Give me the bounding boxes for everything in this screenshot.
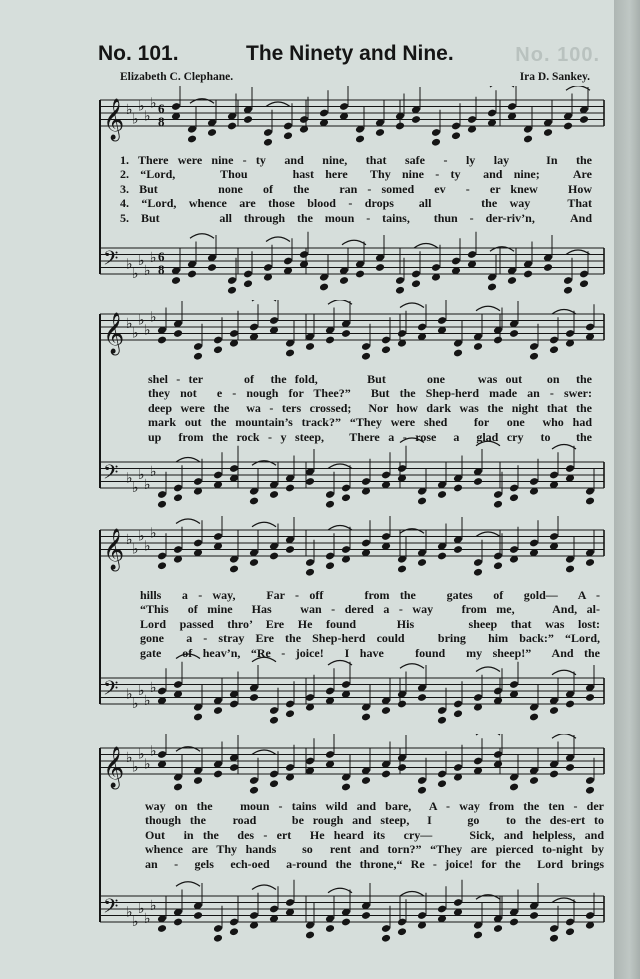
note-head	[509, 329, 519, 338]
flat-sign-icon: ♭	[132, 914, 139, 930]
flat-sign-icon: ♭	[150, 525, 157, 542]
flat-sign-icon: ♭	[126, 315, 133, 332]
lyric-line: shel - ter of the fold, But one was out on the	[148, 372, 592, 386]
slur	[252, 885, 276, 890]
flat-sign-icon: ♭	[144, 756, 151, 773]
lyric-line: though the road be rough and steep, I go to the des-ert to	[145, 813, 604, 828]
flat-sign-icon: ♭	[150, 309, 157, 326]
note-head	[341, 329, 351, 338]
flat-sign-icon: ♭	[126, 256, 133, 273]
lyrics-block-3	[140, 588, 600, 660]
note-head	[325, 500, 335, 509]
note-head	[543, 128, 553, 137]
lyric-line: 2. “Lord, Thou hast here Thy nine - ty and nine; Are	[120, 167, 592, 182]
slur	[252, 300, 276, 301]
flat-sign-icon: ♭	[138, 253, 145, 269]
note-head	[397, 763, 407, 772]
note-head	[493, 561, 503, 570]
note-head	[243, 279, 253, 288]
slur	[476, 306, 500, 311]
slur	[252, 461, 276, 466]
flat-sign-icon: ♭	[126, 101, 133, 118]
slur	[476, 667, 500, 672]
flat-sign-icon: ♭	[150, 743, 157, 760]
flat-sign-icon: ♭	[132, 541, 139, 558]
flat-sign-icon: ♭	[126, 749, 133, 766]
hymn-title: The Ninety and Nine.	[246, 42, 454, 65]
flat-sign-icon: ♭	[144, 692, 151, 709]
slur	[552, 734, 576, 738]
flat-sign-icon: ♭	[132, 266, 139, 282]
slur	[266, 237, 290, 242]
note-head	[193, 352, 203, 361]
lyric-line: mark out the mountain’s track?” “They were shed for one who had	[148, 415, 592, 430]
slur	[176, 457, 200, 462]
note-head	[565, 700, 575, 709]
note-head	[493, 924, 503, 933]
note-head	[453, 484, 463, 493]
note-head	[585, 497, 595, 506]
note-head	[361, 713, 371, 722]
bass-clef-icon: 𝄢	[103, 894, 119, 923]
note-head	[437, 552, 447, 561]
note-head	[397, 565, 407, 574]
note-head	[473, 931, 483, 940]
flat-sign-icon: ♭	[126, 904, 133, 921]
lyric-line: an - gels ech-oed a-round the throne,“ Re - joice! for the Lord brings	[145, 856, 604, 871]
slur	[476, 895, 500, 900]
flat-sign-icon: ♭	[144, 538, 151, 555]
note-head	[285, 484, 295, 493]
note-head	[341, 493, 351, 502]
slur	[266, 102, 290, 107]
slur	[328, 464, 352, 469]
note-head	[193, 776, 203, 785]
note-head	[549, 345, 559, 354]
note-head	[361, 911, 371, 920]
note-head	[227, 122, 237, 131]
note-head	[171, 276, 181, 285]
music-system-4	[0, 734, 614, 946]
slur	[328, 660, 352, 665]
lyric-line: 4. “Lord, whence are those blood - drops all the way That	[120, 196, 592, 211]
music-system-2	[0, 300, 614, 512]
slur	[476, 532, 500, 537]
music-system-3	[0, 516, 614, 728]
flat-sign-icon: ♭	[138, 312, 145, 329]
note-head	[269, 552, 279, 561]
note-head	[473, 342, 483, 351]
page-edge	[614, 0, 640, 979]
flat-sign-icon: ♭	[150, 679, 157, 696]
slur	[176, 519, 200, 524]
note-head	[563, 122, 573, 131]
note-head	[341, 783, 351, 792]
bass-clef-icon: 𝄢	[103, 676, 119, 705]
note-head	[249, 786, 259, 795]
note-head	[565, 565, 575, 574]
note-head	[529, 776, 539, 785]
lyrics-block-1	[120, 153, 592, 225]
note-head	[187, 270, 197, 279]
slur	[400, 891, 424, 896]
bleed-through-number: No. 100.	[515, 44, 600, 66]
hymn-composer: Ira D. Sankey.	[519, 71, 590, 83]
note-head	[453, 349, 463, 358]
flat-sign-icon: ♭	[126, 531, 133, 548]
note-head	[173, 329, 183, 338]
flat-sign-icon: ♭	[132, 325, 139, 342]
note-head	[305, 342, 315, 351]
note-head	[213, 706, 223, 715]
note-head	[269, 779, 279, 788]
slur	[328, 888, 352, 893]
time-signature-bottom: 8	[158, 262, 165, 277]
slur	[252, 750, 276, 755]
note-head	[243, 115, 253, 124]
flat-sign-icon: ♭	[150, 249, 157, 266]
slur	[552, 444, 576, 449]
note-head	[207, 263, 217, 272]
flat-sign-icon: ♭	[126, 686, 133, 703]
note-head	[579, 115, 589, 124]
note-head	[213, 934, 223, 943]
note-head	[565, 927, 575, 936]
slur	[490, 247, 514, 252]
note-head	[417, 693, 427, 702]
slur	[190, 99, 214, 104]
lyric-line: whence are Thy hands so rent and torn?” “They are pierced to-night by	[145, 842, 604, 857]
note-head	[355, 270, 365, 279]
slur	[400, 529, 424, 534]
note-head	[341, 918, 351, 927]
note-head	[473, 568, 483, 577]
note-head	[157, 500, 167, 509]
note-head	[529, 352, 539, 361]
slur	[476, 734, 500, 735]
note-head	[173, 918, 183, 927]
flat-sign-icon: ♭	[138, 683, 145, 699]
lyric-line: gate of heav’n, “Re - joice! I have found my sheep!” And the	[140, 645, 600, 660]
flat-sign-icon: ♭	[144, 108, 151, 125]
note-head	[381, 934, 391, 943]
treble-clef-icon: 𝄞	[103, 747, 125, 788]
flat-sign-icon: ♭	[138, 98, 145, 115]
slur	[400, 664, 424, 669]
flat-sign-icon: ♭	[132, 480, 139, 496]
note-head	[187, 135, 197, 144]
note-head	[325, 924, 335, 933]
note-head	[227, 286, 237, 295]
lyric-line: up from the rock - y steep, There a - rose a glad cry to the	[148, 429, 592, 444]
slur	[552, 898, 576, 903]
lyric-line: “This of mine Has wan - dered a - way from me, And, al-	[140, 602, 600, 617]
slur	[566, 86, 590, 90]
note-head	[487, 283, 497, 292]
note-head	[193, 911, 203, 920]
lyric-line: gone a - stray Ere the Shep-herd could bring him back:” “Lord,	[140, 631, 600, 646]
note-head	[249, 558, 259, 567]
note-head	[549, 706, 559, 715]
note-head	[285, 545, 295, 554]
note-head	[585, 786, 595, 795]
note-head	[283, 131, 293, 140]
flat-sign-icon: ♭	[150, 897, 157, 914]
hymn-number: No. 101.	[98, 42, 179, 65]
time-signature-top: 6	[158, 249, 165, 264]
note-head	[319, 283, 329, 292]
music-system-1	[0, 86, 614, 298]
lyric-line: 1. There were nine - ty and nine, that safe - ly lay In the	[120, 153, 592, 167]
note-head	[381, 706, 391, 715]
time-signature-top: 6	[158, 101, 165, 116]
note-head	[269, 716, 279, 725]
note-head	[431, 138, 441, 147]
flat-sign-icon: ♭	[132, 696, 139, 712]
note-head	[473, 477, 483, 486]
note-head	[529, 713, 539, 722]
note-head	[157, 336, 167, 345]
flat-sign-icon: ♭	[138, 467, 145, 483]
note-head	[381, 770, 391, 779]
slur	[190, 234, 214, 239]
note-head	[395, 122, 405, 131]
note-head	[305, 568, 315, 577]
note-head	[523, 135, 533, 144]
note-head	[529, 911, 539, 920]
flat-sign-icon: ♭	[126, 470, 133, 487]
note-head	[417, 786, 427, 795]
note-head	[229, 565, 239, 574]
note-head	[285, 349, 295, 358]
note-head	[549, 934, 559, 943]
slur	[342, 240, 366, 245]
note-head	[355, 135, 365, 144]
note-head	[451, 131, 461, 140]
flat-sign-icon: ♭	[138, 528, 145, 545]
slur	[176, 747, 200, 752]
note-head	[417, 558, 427, 567]
note-head	[523, 270, 533, 279]
note-head	[453, 545, 463, 554]
note-head	[207, 128, 217, 137]
lyric-line: 3. But none of the ran - somed ev - er knew How	[120, 181, 592, 196]
lyric-line: Lord passed thro’ Ere He found His sheep that was lost:	[140, 616, 600, 631]
note-head	[507, 276, 517, 285]
note-head	[249, 693, 259, 702]
note-head	[375, 263, 385, 272]
slur	[490, 86, 514, 87]
note-head	[411, 279, 421, 288]
treble-clef-icon: 𝄞	[103, 529, 125, 570]
note-head	[305, 931, 315, 940]
note-head	[585, 693, 595, 702]
note-head	[269, 490, 279, 499]
note-head	[213, 770, 223, 779]
note-head	[543, 263, 553, 272]
flat-sign-icon: ♭	[144, 476, 151, 493]
lyric-line: hills a - way, Far - off from the gates of gold— A -	[140, 588, 600, 602]
treble-clef-icon: 𝄞	[103, 313, 125, 354]
note-head	[453, 709, 463, 718]
note-head	[417, 497, 427, 506]
lyric-line: way on the moun - tains wild and bare, A - way from the ten - der	[145, 799, 604, 813]
flat-sign-icon: ♭	[132, 111, 139, 128]
note-head	[411, 115, 421, 124]
note-head	[563, 286, 573, 295]
note-head	[509, 493, 519, 502]
flat-sign-icon: ♭	[144, 910, 151, 927]
hymn-author: Elizabeth C. Clephane.	[120, 71, 234, 83]
note-head	[375, 128, 385, 137]
note-head	[549, 770, 559, 779]
note-head	[509, 783, 519, 792]
flat-sign-icon: ♭	[138, 901, 145, 917]
flat-sign-icon: ♭	[132, 759, 139, 776]
slur	[176, 882, 200, 887]
note-head	[493, 336, 503, 345]
lyric-line: they not e - nough for Thee?” But the Shep-herd made an - swer:	[148, 386, 592, 401]
flat-sign-icon: ♭	[144, 262, 151, 279]
note-head	[397, 927, 407, 936]
note-head	[157, 561, 167, 570]
note-head	[285, 709, 295, 718]
note-head	[157, 924, 167, 933]
flat-sign-icon: ♭	[138, 746, 145, 763]
note-head	[437, 779, 447, 788]
note-head	[325, 336, 335, 345]
note-head	[585, 558, 595, 567]
flat-sign-icon: ♭	[144, 322, 151, 339]
lyric-line: 5. But all through the moun - tains, thun - der-riv’n, And	[120, 210, 592, 225]
note-head	[381, 345, 391, 354]
note-head	[509, 918, 519, 927]
time-signature-bottom: 8	[158, 114, 165, 129]
slur	[400, 303, 424, 308]
slur	[414, 243, 438, 248]
slur	[552, 670, 576, 675]
note-head	[173, 783, 183, 792]
slur	[328, 525, 352, 530]
lyrics-block-4	[145, 799, 604, 871]
slur	[252, 522, 276, 527]
note-head	[263, 138, 273, 147]
slur	[552, 309, 576, 314]
note-head	[339, 276, 349, 285]
slur	[328, 300, 352, 304]
note-head	[565, 763, 575, 772]
note-head	[361, 352, 371, 361]
flat-sign-icon: ♭	[150, 95, 157, 112]
note-head	[361, 776, 371, 785]
flat-sign-icon: ♭	[150, 463, 157, 480]
note-head	[437, 716, 447, 725]
note-head	[213, 345, 223, 354]
note-head	[493, 500, 503, 509]
note-head	[437, 490, 447, 499]
bass-clef-icon: 𝄢	[103, 246, 119, 275]
note-head	[397, 700, 407, 709]
note-head	[229, 927, 239, 936]
treble-clef-icon: 𝄞	[103, 99, 125, 140]
lyrics-block-2	[148, 372, 592, 444]
note-head	[395, 286, 405, 295]
note-head	[579, 279, 589, 288]
note-head	[325, 561, 335, 570]
note-head	[193, 713, 203, 722]
lyric-line: deep were the wa - ters crossed; Nor how dark was the night that the	[148, 400, 592, 415]
bass-clef-icon: 𝄢	[103, 460, 119, 489]
note-head	[173, 493, 183, 502]
slur	[566, 250, 590, 255]
note-head	[249, 497, 259, 506]
lyric-line: Out in the des - ert He heard its cry— Sick, and helpless, and	[145, 827, 604, 842]
